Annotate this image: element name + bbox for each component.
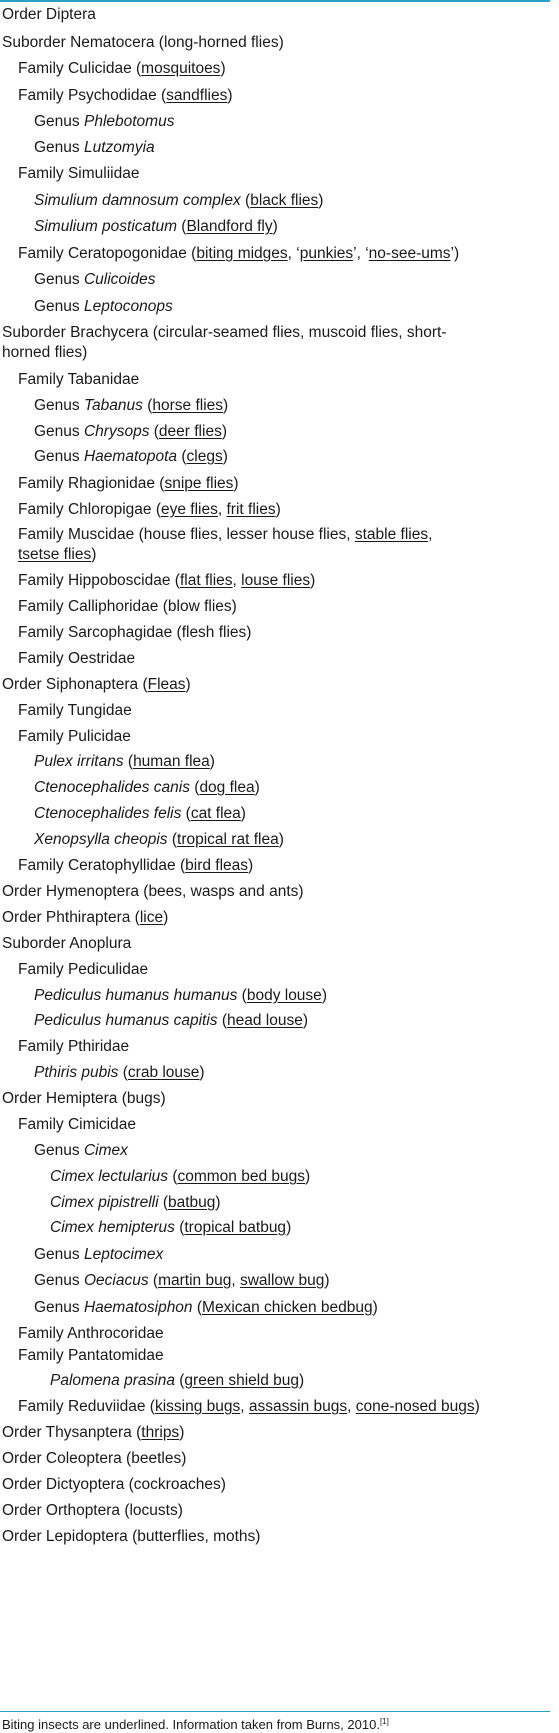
table-row [2, 675, 191, 694]
row-text: Genus [34, 139, 84, 156]
table-row [18, 370, 139, 389]
scientific-name: Pulex irritans [34, 753, 124, 770]
table-row [2, 1501, 183, 1520]
row-text: ) [179, 1424, 185, 1441]
row-text: ) [305, 1168, 311, 1185]
scientific-name: Cimex hemipterus [50, 1219, 175, 1236]
table-row [34, 778, 260, 797]
row-text: , [217, 501, 227, 518]
table-row [18, 727, 131, 746]
row-text: Genus [34, 448, 84, 465]
row-text: Family Hippoboscidae ( [18, 572, 180, 589]
row-text: ( [192, 1299, 203, 1316]
row-text: Family Ceratopogonidae ( [18, 245, 197, 262]
row-text: ( [189, 779, 200, 796]
row-text: ) [220, 60, 226, 77]
scientific-name: Lutzomyia [83, 139, 155, 156]
row-text: Family Pulicidae [18, 728, 131, 745]
table-row [34, 396, 228, 415]
row-text: Family Rhagionidae ( [18, 475, 165, 492]
biting-insect-name: no-see-ums [368, 245, 451, 262]
row-text: ( [118, 1064, 128, 1081]
table-row [18, 623, 251, 642]
row-text: ( [142, 397, 153, 414]
table-row [34, 297, 173, 316]
row-text: Family Calliphoridae (blow flies) [18, 598, 237, 615]
row-text: Family Psychodidae ( [18, 87, 167, 104]
biting-insect-name: biting midges [196, 245, 288, 262]
table-row [2, 323, 447, 342]
table-row [18, 597, 237, 616]
row-text: , ‘ [287, 245, 300, 262]
biting-insect-name: Mexican chicken bedbug [202, 1299, 373, 1316]
row-text: Family Pthiridae [18, 1038, 130, 1055]
scientific-name: Culicoides [83, 271, 156, 288]
row-text: ) [278, 831, 284, 848]
row-text: ) [209, 753, 215, 770]
row-text: ) [233, 475, 239, 492]
row-text: ) [272, 218, 278, 235]
scientific-name: Haematosiphon [83, 1299, 193, 1316]
row-text: Family Cimicidae [18, 1116, 136, 1133]
table-row [2, 33, 284, 52]
row-text: Genus [34, 397, 84, 414]
row-text: ) [299, 1372, 305, 1389]
row-text: ) [91, 546, 97, 563]
table-row [18, 571, 315, 590]
row-text: ) [185, 676, 191, 693]
table-row [2, 1475, 226, 1494]
table-row [34, 1271, 330, 1290]
scientific-name: Haematopota [83, 448, 178, 465]
row-text: Genus [34, 113, 84, 130]
row-text: Family Simuliidae [18, 165, 140, 182]
row-text: Order Dictyoptera (cockroaches) [2, 1476, 226, 1493]
table-row [34, 1011, 308, 1030]
biting-insect-name: flat flies [179, 572, 233, 589]
row-text: ) [254, 779, 260, 796]
biting-insect-name: mosquitoes [141, 60, 221, 77]
row-text: Family Chloropigae ( [18, 501, 161, 518]
row-text: , [240, 1398, 249, 1415]
biting-insect-name: dog flea [199, 779, 255, 796]
scientific-name: Palomena prasina [50, 1372, 175, 1389]
biting-insect-name: eye flies [161, 501, 218, 518]
table-row [50, 1193, 221, 1212]
row-text: ( [177, 218, 187, 235]
table-row [18, 59, 226, 78]
scientific-name: Ctenocephalides canis [34, 779, 190, 796]
table-row [34, 1063, 205, 1082]
table-row [18, 500, 281, 519]
scientific-name: Pthiris pubis [34, 1064, 119, 1081]
row-text: Family Muscidae (house flies, lesser house flies, [18, 526, 355, 543]
biting-insect-name: swallow bug [239, 1272, 325, 1289]
row-text: Genus [34, 298, 84, 315]
biting-insect-name: Fleas [147, 676, 186, 693]
row-text: ) [222, 448, 228, 465]
row-text: Family Ceratophyllidae ( [18, 857, 186, 874]
row-text: ) [227, 87, 233, 104]
row-text: ) [275, 501, 281, 518]
biting-insect-name: lice [139, 909, 164, 926]
row-text: ) [302, 1012, 309, 1029]
row-text: Genus [34, 1299, 84, 1316]
row-text: Family Pediculidae [18, 961, 149, 978]
row-text: ’) [450, 245, 460, 262]
scientific-name: Cimex lectularius [50, 1168, 169, 1185]
row-text: ( [174, 1372, 185, 1389]
scientific-name: Tabanus [83, 397, 143, 414]
table-row [34, 986, 327, 1005]
table-row [2, 882, 304, 901]
table-row [18, 701, 132, 720]
table-row [18, 244, 459, 263]
table-row [34, 752, 215, 771]
biting-insect-name: tropical batbug [184, 1219, 287, 1236]
biting-insect-name: horse flies [152, 397, 224, 414]
row-text: Genus [34, 1142, 84, 1159]
row-text: Family Reduviidae ( [18, 1398, 155, 1415]
table-row [18, 649, 135, 668]
row-text: ( [177, 448, 187, 465]
table-row [18, 1346, 164, 1365]
table-row [18, 1037, 129, 1056]
biting-insect-name: frit flies [226, 501, 276, 518]
table-row [34, 830, 284, 849]
biting-insect-name: assassin bugs [248, 1398, 348, 1415]
row-text: ) [215, 1194, 221, 1211]
biting-insect-name: thrips [141, 1424, 180, 1441]
row-text: ( [237, 987, 247, 1004]
biting-insect-name: clegs [186, 448, 223, 465]
table-row [34, 217, 278, 236]
biting-insect-name: louse flies [241, 572, 311, 589]
scientific-name: Cimex [83, 1142, 128, 1159]
row-text: Family Pantatomidae [18, 1347, 164, 1364]
scientific-name: Chrysops [83, 423, 150, 440]
table-row [34, 1298, 378, 1317]
scientific-name: Leptoconops [83, 298, 173, 315]
row-text: Family Sarcophagidae (flesh flies) [18, 624, 252, 641]
table-row [34, 1141, 128, 1160]
table-row [34, 112, 174, 131]
row-text: ( [149, 423, 159, 440]
table-row [2, 5, 96, 24]
table-row [2, 1423, 184, 1442]
table-row [18, 86, 233, 105]
row-text: ) [324, 1272, 330, 1289]
table-row [18, 474, 239, 493]
table-footnote [2, 1714, 389, 1733]
scientific-name: Phlebotomus [83, 113, 175, 130]
row-text: ) [372, 1299, 378, 1316]
row-text: Order Diptera [2, 6, 96, 23]
biting-insect-name: tsetse flies [18, 546, 92, 563]
row-text: Family Tabanidae [18, 371, 140, 388]
row-text: Order Orthoptera (locusts) [2, 1502, 183, 1519]
row-text: Suborder Nematocera (long-horned flies) [2, 34, 284, 51]
row-text: ’, ‘ [353, 245, 369, 262]
biting-insect-name: cone-nosed bugs [355, 1398, 475, 1415]
table-row [2, 343, 87, 362]
biting-insect-name: tropical rat flea [177, 831, 279, 848]
table-row [18, 525, 432, 544]
scientific-name: Pediculus humanus humanus [34, 987, 238, 1004]
row-text: ) [474, 1398, 480, 1415]
biting-insect-name: green shield bug [184, 1372, 300, 1389]
row-text: ( [240, 192, 251, 209]
row-text: ( [167, 831, 178, 848]
table-row [2, 908, 168, 927]
row-text: Family Culicidae ( [18, 60, 142, 77]
row-text: ( [174, 1219, 185, 1236]
biting-insect-name: snipe flies [164, 475, 234, 492]
row-text: Order Coleoptera (beetles) [2, 1450, 187, 1467]
row-text: Order Lepidoptera (butterflies, moths) [2, 1528, 261, 1545]
scientific-name: Ctenocephalides felis [34, 805, 182, 822]
biting-insect-name: Blandford fly [186, 218, 273, 235]
biting-insect-name: martin bug [158, 1272, 232, 1289]
table-row [18, 960, 148, 979]
table-row [18, 1324, 164, 1343]
table-row [18, 1115, 136, 1134]
row-text: Order Siphonaptera ( [2, 676, 148, 693]
scientific-name: Simulium posticatum [34, 218, 177, 235]
biting-insect-name: body louse [246, 987, 322, 1004]
biting-insect-name: stable flies [354, 526, 429, 543]
biting-insect-name: deer flies [158, 423, 222, 440]
row-text: ( [168, 1168, 178, 1185]
table-row [34, 447, 228, 466]
row-text: Order Hymenoptera (bees, wasps and ants) [2, 883, 304, 900]
table-row [34, 138, 155, 157]
row-text: , [231, 1272, 240, 1289]
row-text: ( [123, 753, 134, 770]
row-text: ( [148, 1272, 159, 1289]
row-text: Genus [34, 271, 84, 288]
table-row [34, 422, 227, 441]
row-text: Suborder Brachycera (circular-seamed flies, muscoid flies, short- [2, 324, 447, 341]
footnote-reference: [1] [379, 1717, 389, 1726]
scientific-name: Cimex pipistrelli [50, 1194, 159, 1211]
row-text: Family Tungidae [18, 702, 132, 719]
row-text: ) [321, 987, 327, 1004]
row-text: ) [199, 1064, 205, 1081]
table-row [2, 1527, 260, 1546]
table-row [50, 1167, 310, 1186]
table-row [2, 934, 131, 953]
biting-insect-name: black flies [250, 192, 319, 209]
biting-insect-name: human flea [133, 753, 210, 770]
table-row [50, 1218, 291, 1237]
scientific-name: Simulium damnosum complex [34, 192, 241, 209]
table-row [34, 270, 156, 289]
footnote-text: Biting insects are underlined. Information taken from Burns, 2010. [2, 1717, 380, 1732]
bottom-rule [0, 1711, 550, 1712]
biting-insect-name: punkies [299, 245, 354, 262]
biting-insect-name: batbug [168, 1194, 216, 1211]
table-row [18, 856, 253, 875]
biting-insect-name: crab louse [127, 1064, 200, 1081]
row-text: , [232, 572, 242, 589]
scientific-name: Oeciacus [83, 1272, 149, 1289]
row-text: ) [223, 397, 229, 414]
row-text: ( [217, 1012, 227, 1029]
table-row [34, 1245, 163, 1264]
row-text: ) [221, 423, 227, 440]
biting-insect-name: kissing bugs [154, 1398, 241, 1415]
row-text: ) [163, 909, 169, 926]
row-text: ( [181, 805, 191, 822]
row-text: ) [310, 572, 316, 589]
row-text: Order Phthiraptera ( [2, 909, 140, 926]
biting-insect-name: sandflies [166, 87, 228, 104]
row-text: ( [158, 1194, 168, 1211]
biting-insect-name: common bed bugs [177, 1168, 306, 1185]
table-row [18, 164, 139, 183]
row-text: Family Oestridae [18, 650, 136, 667]
table-row [34, 804, 246, 823]
scientific-name: Pediculus humanus capitis [34, 1012, 218, 1029]
row-text: ) [286, 1219, 292, 1236]
row-text: horned flies) [2, 344, 88, 361]
table-row [18, 545, 96, 564]
biting-insect-name: cat flea [190, 805, 241, 822]
row-text: Order Thysanptera ( [2, 1424, 142, 1441]
row-text: ) [318, 192, 324, 209]
row-text: Family Anthrocoridae [18, 1325, 164, 1342]
biting-insect-name: head louse [227, 1012, 303, 1029]
biting-insect-name: bird fleas [185, 857, 249, 874]
row-text: ) [248, 857, 254, 874]
row-text: , [428, 526, 433, 543]
scientific-name: Leptocimex [83, 1246, 164, 1263]
row-text: Suborder Anoplura [2, 935, 132, 952]
table-row [2, 1089, 166, 1108]
row-text: Order Hemiptera (bugs) [2, 1090, 166, 1107]
table-row [18, 1397, 480, 1416]
top-rule [0, 0, 550, 2]
row-text: Genus [34, 423, 84, 440]
table-row [34, 191, 323, 210]
row-text: Genus [34, 1272, 84, 1289]
table-row [50, 1371, 304, 1390]
row-text: ) [240, 805, 246, 822]
row-text: Genus [34, 1246, 84, 1263]
row-text: , [347, 1398, 356, 1415]
table-row [2, 1449, 186, 1468]
scientific-name: Xenopsylla cheopis [34, 831, 168, 848]
